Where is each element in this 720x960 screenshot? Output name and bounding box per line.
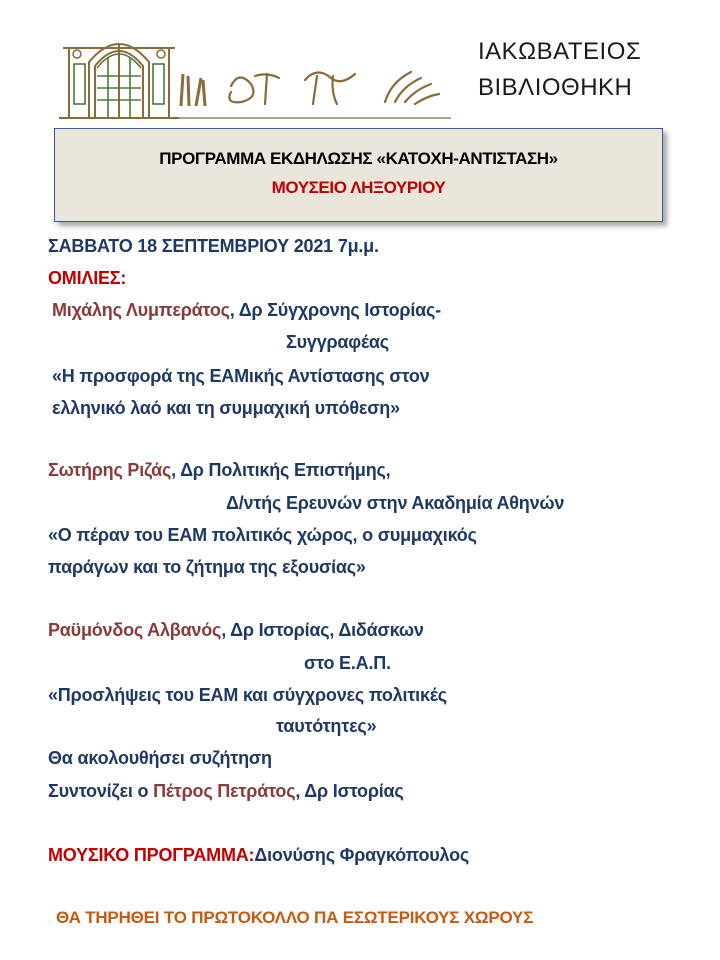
moderator-line	[48, 781, 404, 802]
discussion-note: Θα ακολουθήσει συζήτηση	[48, 748, 272, 768]
speaker-1-talk-line1: «Η προσφορά της ΕΑΜικής Αντίστασης στον	[52, 366, 430, 386]
talks-heading: ΟΜΙΛΙΕΣ:	[48, 268, 127, 288]
library-logo-icon	[55, 14, 455, 126]
speaker-2-line	[48, 460, 390, 481]
speaker-3-talk-line1: «Προσλήψεις του ΕΑΜ και σύγχρονες πολιτικές	[48, 685, 447, 705]
music-line	[48, 845, 469, 866]
speaker-1-title-continued: Συγγραφέας	[286, 332, 389, 352]
library-name-line1: ΙΑΚΩΒΑΤΕΙΟΣ	[478, 38, 642, 65]
music-label: ΜΟΥΣΙΚΟ ΠΡΟΓΡΑΜΜΑ:	[48, 845, 255, 865]
moderator-prefix: Συντονίζει ο	[48, 781, 154, 801]
speaker-2-talk-line2: παράγων και το ζήτημα της εξουσίας»	[48, 557, 366, 577]
speaker-1-name: Μιχάλης Λυμπεράτος	[52, 300, 230, 320]
speaker-2-name: Σωτήρης Ριζάς	[48, 460, 172, 480]
speaker-3-title: , Δρ Ιστορίας, Διδάσκων	[221, 620, 424, 640]
speaker-1-line	[52, 300, 441, 321]
moderator-name: Πέτρος Πετράτος	[153, 781, 296, 801]
speaker-3-name: Ραϋμόνδος Αλβανός	[48, 620, 222, 640]
library-name-line2: ΒΙΒΛΙΟΘΗΚΗ	[478, 74, 633, 101]
speaker-3-title-continued: στο Ε.Α.Π.	[304, 653, 391, 673]
event-title-banner	[54, 128, 663, 222]
event-title: ΠΡΟΓΡΑΜΜΑ ΕΚΔΗΛΩΣΗΣ «ΚΑΤΟΧΗ-ΑΝΤΙΣΤΑΣΗ»	[159, 149, 558, 168]
speaker-3-talk-line2: ταυτότητες»	[276, 716, 377, 736]
speaker-2-title-continued: Δ/ντής Ερευνών στην Ακαδημία Αθηνών	[226, 493, 565, 513]
speaker-1-title: , Δρ Σύγχρονης Ιστορίας-	[229, 300, 441, 320]
protocol-note: ΘΑ ΤΗΡΗΘΕΙ ΤΟ ΠΡΩΤΟΚΟΛΛΟ ΠΑ ΕΣΩΤΕΡΙΚΟΥΣ ΧΩΡΟΥΣ	[56, 908, 534, 927]
music-performer: Διονύσης Φραγκόπουλος	[254, 845, 470, 865]
event-venue: ΜΟΥΣΕΙΟ ΛΗΞΟΥΡΙΟΥ	[271, 178, 446, 197]
speaker-2-talk-line1: «Ο πέραν του ΕΑΜ πολιτικός χώρος, ο συμμαχικός	[48, 525, 477, 545]
speaker-2-title: , Δρ Πολιτικής Επιστήμης,	[171, 460, 391, 480]
event-date-time: ΣΑΒΒΑΤΟ 18 ΣΕΠΤΕΜΒΡΙΟΥ 2021 7μ.μ.	[48, 236, 379, 256]
moderator-suffix: , Δρ Ιστορίας	[295, 781, 404, 801]
speaker-1-talk-line2: ελληνικό λαό και τη συμμαχική υπόθεση»	[52, 398, 400, 418]
speaker-3-line	[48, 620, 424, 641]
